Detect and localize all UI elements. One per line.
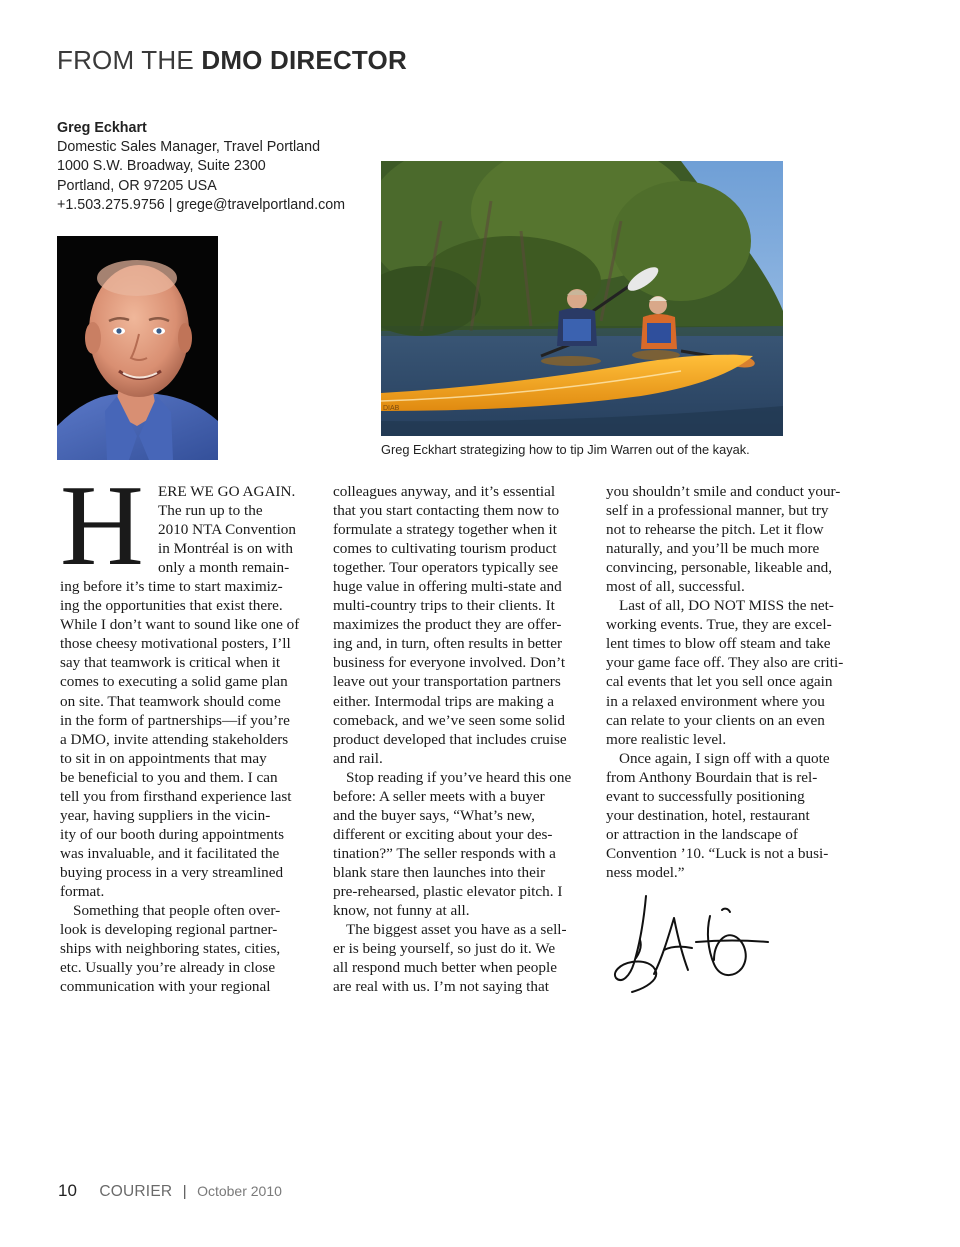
article-line: ing the opportunities that exist there. — [60, 597, 283, 615]
article-line: naturally, and you’ll be much more — [606, 540, 820, 558]
heading-light-text: FROM THE — [57, 45, 194, 75]
article-line: those cheesy motivational posters, I’ll — [60, 635, 291, 653]
contact-name: Greg Eckhart — [57, 120, 147, 136]
article-line: that you start contacting them now to — [333, 502, 560, 520]
article-line: convincing, personable, likeable and, — [606, 559, 833, 577]
article-line: Once again, I sign off with a quote — [619, 749, 830, 767]
article-line: say that teamwork is critical when it — [60, 654, 281, 672]
article-line: tell you from firsthand experience last — [60, 787, 292, 805]
signature-drawing — [610, 888, 770, 1000]
author-portrait-photo — [57, 236, 218, 460]
article-line: cal events that let you sell once again — [606, 673, 833, 691]
contact-address-line-1: 1000 S.W. Broadway, Suite 2300 — [57, 158, 266, 175]
article-line: in a relaxed environment where you — [606, 692, 825, 710]
article-line: maximizes the product they are offer- — [333, 616, 562, 634]
article-line: ing and, in turn, often results in better — [333, 635, 563, 653]
article-line: to sit in on appointments that may — [60, 749, 267, 767]
article-line: can relate to your clients on an even — [606, 711, 825, 729]
article-line: Last of all, DO NOT MISS the net- — [619, 597, 834, 615]
article-column-1 — [60, 462, 320, 996]
article-line: 2010 NTA Convention — [158, 521, 296, 539]
article-line: buying process in a very streamlined — [60, 863, 284, 881]
article-line: ing before it’s time to start maximiz- — [60, 578, 283, 596]
article-line: only a month remain- — [158, 559, 290, 577]
issue-date: October 2010 — [197, 1183, 282, 1199]
footer-separator: | — [182, 1183, 187, 1200]
article-line: together. Tour operators typically see — [333, 559, 559, 577]
article-line: most of all, successful. — [606, 578, 745, 596]
article-line: before: A seller meets with a buyer — [333, 787, 545, 805]
article-line: more realistic level. — [606, 730, 727, 748]
article-line: blank stare then launches into their — [333, 863, 546, 881]
article-line: lent times to blow off steam and take — [606, 635, 831, 653]
article-line: working events. True, they are excel- — [606, 616, 832, 634]
article-line: Convention ’10. “Luck is not a busi- — [606, 844, 829, 862]
article-line: know, not funny at all. — [333, 902, 470, 920]
heading-bold-text: DMO DIRECTOR — [201, 45, 407, 75]
contact-phone-email: +1.503.275.9756 | grege@travelportland.com — [57, 196, 346, 213]
article-line: or attraction in the landscape of — [606, 825, 798, 843]
contact-title: Domestic Sales Manager, Travel Portland — [57, 139, 321, 156]
article-line: are real with us. I’m not saying that — [333, 978, 549, 996]
article-line: etc. Usually you’re already in close — [60, 959, 276, 977]
article-line: Stop reading if you’ve heard this one — [346, 768, 572, 786]
article-line: ity of our booth during appointments — [60, 825, 284, 843]
article-line: product developed that includes cruise — [333, 730, 567, 748]
article-line: look is developing regional partner- — [60, 921, 278, 939]
article-line: and the buyer says, “What’s new, — [333, 806, 535, 824]
article-line: pre-rehearsed, plastic elevator pitch. I — [333, 882, 563, 900]
article-line: ERE WE GO AGAIN. — [158, 483, 296, 500]
drop-cap: H — [60, 462, 144, 590]
article-line: comes to cultivating tourism product — [333, 540, 557, 558]
page-footer — [58, 1181, 282, 1201]
article-line: either. Intermodal trips are making a — [333, 692, 554, 710]
article-line: tination?” The seller responds with a — [333, 844, 556, 862]
article-line: in the form of partnerships—if you’re — [60, 711, 290, 729]
article-line: be beneficial to you and them. I can — [60, 768, 278, 786]
article-line: your game face off. They also are criti- — [606, 654, 844, 672]
article-line: leave out your transportation partners — [333, 673, 561, 691]
article-line: from Anthony Bourdain that is rel- — [606, 768, 818, 786]
page-number: 10 — [58, 1181, 77, 1200]
article-line: in Montréal is on with — [158, 540, 293, 558]
article-line: The biggest asset you have as a sell- — [346, 921, 567, 939]
article-line: was invaluable, and it facilitated the — [60, 844, 280, 862]
portrait-illustration — [57, 236, 218, 460]
kayak-photo — [381, 161, 783, 436]
article-line: The run up to the — [158, 502, 263, 520]
article-line: different or exciting about your des- — [333, 825, 553, 843]
article-line: evant to successfully positioning — [606, 787, 805, 805]
article-line: business for everyone involved. Don’t — [333, 654, 566, 672]
section-heading — [57, 45, 407, 76]
article-line: Something that people often over- — [73, 902, 281, 920]
kayak-photo-illustration — [381, 161, 783, 436]
contact-address-line-2: Portland, OR 97205 USA — [57, 177, 217, 194]
article-line: er is being yourself, so just do it. We — [333, 940, 556, 958]
article-line: formulate a strategy together when it — [333, 521, 557, 539]
handwritten-signature — [610, 888, 770, 1000]
magazine-name: COURIER — [99, 1183, 173, 1200]
article-column-3 — [606, 482, 866, 882]
article-line: colleagues anyway, and it’s essential — [333, 483, 556, 500]
contact-block — [57, 119, 345, 215]
article-line: you shouldn’t smile and conduct your- — [606, 483, 841, 500]
article-line: ships with neighboring states, cities, — [60, 940, 281, 958]
article-line: year, having suppliers in the vicin- — [60, 806, 271, 824]
article-line: communication with your regional — [60, 978, 271, 996]
article-line: and rail. — [333, 749, 383, 767]
article-line: your destination, hotel, restaurant — [606, 806, 810, 824]
article-line: a DMO, invite attending stakeholders — [60, 730, 289, 748]
article-line: format. — [60, 882, 105, 900]
article-line: While I don’t want to sound like one of — [60, 616, 300, 634]
article-line: multi-country trips to their clients. It — [333, 597, 555, 615]
article-line: comeback, and we’ve seen some solid — [333, 711, 565, 729]
article-line: huge value in offering multi-state and — [333, 578, 562, 596]
kayak-text: DIAB — [383, 405, 400, 412]
article-line: self in a professional manner, but try — [606, 502, 829, 520]
article-line: all respond much better when people — [333, 959, 557, 977]
article-line: not to rehearse the pitch. Let it flow — [606, 521, 824, 539]
article-line: ness model.” — [606, 863, 685, 881]
article-line: on site. That teamwork should come — [60, 692, 281, 710]
photo-caption: Greg Eckhart strategizing how to tip Jim Warren out of the kayak. — [381, 442, 750, 457]
article-line: comes to executing a solid game plan — [60, 673, 288, 691]
article-column-2 — [333, 482, 593, 996]
